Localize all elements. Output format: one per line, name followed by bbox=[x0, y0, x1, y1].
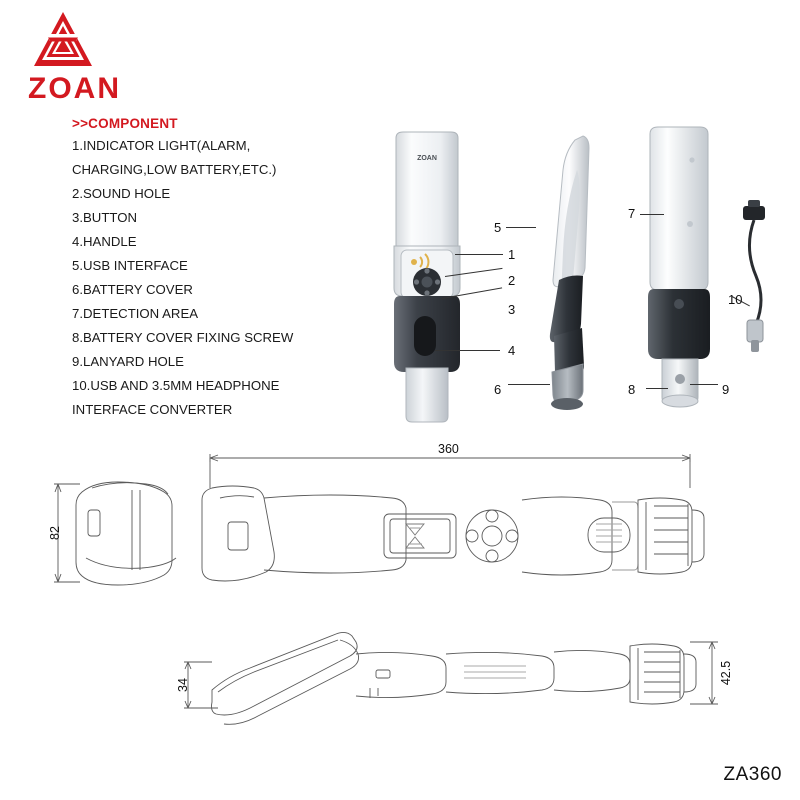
callout-8: 8 bbox=[628, 382, 636, 397]
list-item: 6.BATTERY COVER bbox=[72, 282, 193, 297]
brand-name: ZOAN bbox=[28, 72, 121, 105]
dimension-head-width: 42.5 bbox=[719, 660, 734, 686]
device-front-view bbox=[370, 130, 510, 430]
callout-10: 10 bbox=[728, 292, 743, 307]
callout-4: 4 bbox=[508, 343, 516, 358]
technical-drawing-group bbox=[40, 440, 790, 760]
callout-2: 2 bbox=[508, 273, 516, 288]
list-item: 4.HANDLE bbox=[72, 234, 137, 249]
callout-5: 5 bbox=[494, 220, 502, 235]
list-item: 3.BUTTON bbox=[72, 210, 137, 225]
callout-6: 6 bbox=[494, 382, 502, 397]
zoan-triangle-logo-icon bbox=[32, 10, 94, 72]
dimension-front-width: 82 bbox=[47, 526, 62, 540]
list-item: 9.LANYARD HOLE bbox=[72, 354, 184, 369]
dimension-length: 360 bbox=[438, 442, 459, 456]
device-side-view bbox=[525, 130, 635, 420]
converter-cable bbox=[725, 200, 785, 380]
leader-line-1 bbox=[455, 254, 503, 255]
list-item: 2.SOUND HOLE bbox=[72, 186, 171, 201]
leader-line-4 bbox=[435, 350, 500, 351]
dimension-side-thickness: 34 bbox=[175, 678, 190, 692]
list-item: 10.USB AND 3.5MM HEADPHONE bbox=[72, 378, 280, 393]
list-item: 8.BATTERY COVER FIXING SCREW bbox=[72, 330, 294, 345]
callout-9: 9 bbox=[722, 382, 730, 397]
product-photo-group bbox=[350, 110, 790, 440]
component-list bbox=[72, 116, 342, 422]
list-item: 1.INDICATOR LIGHT(ALARM, bbox=[72, 138, 251, 153]
dimension-drawing bbox=[40, 440, 790, 760]
component-list-items bbox=[72, 134, 342, 422]
list-item: 7.DETECTION AREA bbox=[72, 306, 199, 321]
leader-line-9 bbox=[690, 384, 718, 385]
callout-1: 1 bbox=[508, 247, 516, 262]
callout-3: 3 bbox=[508, 302, 516, 317]
list-item: CHARGING,LOW BATTERY,ETC.) bbox=[72, 162, 277, 177]
leader-line-6 bbox=[508, 384, 550, 385]
list-item: INTERFACE CONVERTER bbox=[72, 402, 233, 417]
model-label: ZA360 bbox=[723, 764, 782, 785]
leader-line-8 bbox=[646, 388, 668, 389]
brand-block bbox=[18, 10, 178, 110]
component-list-heading: >>COMPONENT bbox=[72, 116, 178, 131]
leader-line-7 bbox=[640, 214, 664, 215]
device-back-view bbox=[620, 124, 743, 414]
svg-text:ZOAN: ZOAN bbox=[417, 155, 437, 162]
list-item: 5.USB INTERFACE bbox=[72, 258, 188, 273]
leader-line-5 bbox=[506, 227, 536, 228]
callout-7: 7 bbox=[628, 206, 636, 221]
